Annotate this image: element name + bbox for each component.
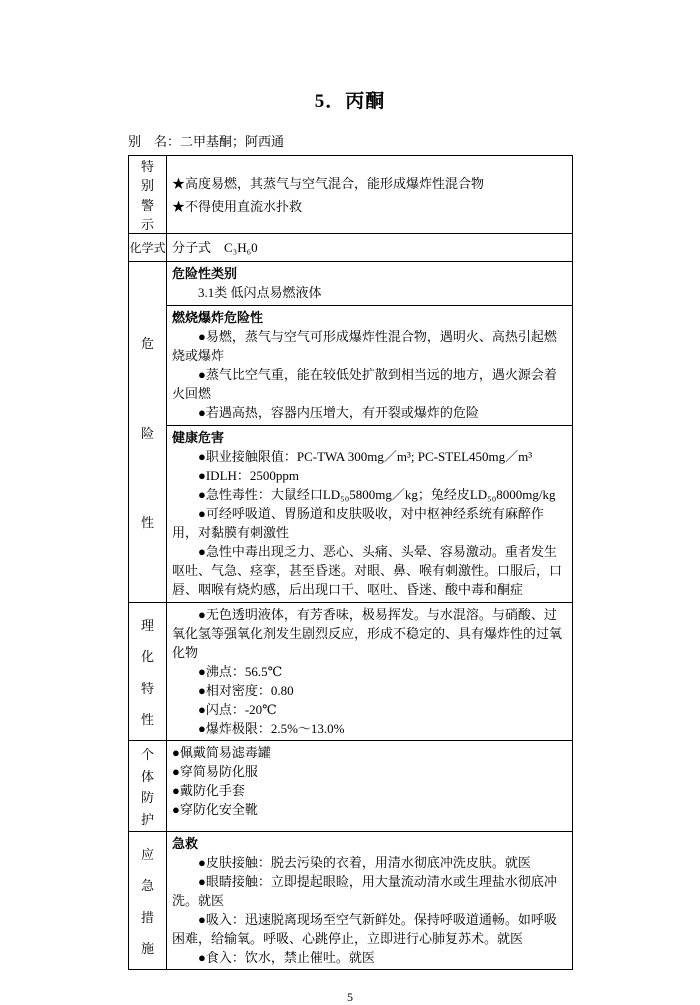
page-number: 5 [347,990,353,1004]
row-label-emergency-measures: 应 急 措 施 [129,832,167,969]
protection-bullet: ●穿防化安全靴 [172,802,258,817]
hazard-fire-bullet: ●蒸气比空气重，能在较低处扩散到相当远的地方，遇火源会着火回燃 [172,367,557,401]
row-physical-properties [129,602,572,740]
hazard-category-heading: 危险性类别 [172,266,238,281]
personal-protection-content [167,741,572,831]
row-label-hazard: 危 险 性 [129,262,167,602]
hazard-content [167,262,572,602]
physical-bullet: ●爆炸极限：2.5%～13.0% [198,721,345,736]
physical-properties-content [167,603,572,740]
hazard-health-section [167,425,572,602]
first-aid-bullet: ●眼睛接触：立即提起眼睑，用大量流动清水或生理盐水彻底冲洗。就医 [172,874,557,908]
safety-data-table [128,155,573,970]
hazard-category-value: 3.1类 低闪点易燃液体 [198,285,322,300]
row-emergency-measures [129,831,572,969]
warning-line: ★不得使用直流水扑救 [172,198,303,214]
molecular-formula: 分子式 C₃H₆0 [172,240,258,255]
special-warning-content [167,156,572,233]
emergency-measures-content [167,832,572,969]
hazard-fire-bullet: ●易燃，蒸气与空气可形成爆炸性混合物，遇明火、高热引起燃烧或爆炸 [172,329,557,363]
protection-bullet: ●穿简易防化服 [172,764,258,779]
row-label-special-warning: 特 别 警 示 [129,156,167,233]
warning-line: ★高度易燃，其蒸气与空气混合，能形成爆炸性混合物 [172,175,485,191]
row-hazard [129,261,572,602]
row-label-personal-protection: 个 体 防 护 [129,741,167,831]
hazard-health-bullet: ●急性毒性：大鼠经口LD₅₀5800mg／kg；兔经皮LD₅₀8000mg/kg [198,487,556,502]
hazard-fire-section [167,305,572,425]
row-special-warning [129,156,572,233]
hazard-fire-heading: 燃烧爆炸危险性 [172,310,264,325]
hazard-fire-bullet: ●若遇高热，容器内压增大，有开裂或爆炸的危险 [198,405,479,420]
hazard-health-bullet: ●职业接触限值：PC-TWA 300mg／m³; PC-STEL450mg／m³ [198,449,533,464]
first-aid-bullet: ●吸入：迅速脱离现场至空气新鲜处。保持呼吸道通畅。如呼吸困难，给输氧。呼吸、心跳停止，立即进行心肺复苏术。就医 [172,912,557,946]
row-label-physical-properties: 理 化 特 性 [129,603,167,740]
hazard-health-bullet: ●可经呼吸道、胃肠道和皮肤吸收，对中枢神经系统有麻醉作用，对黏膜有刺激性 [172,506,544,540]
first-aid-heading: 急救 [172,836,199,851]
physical-bullet: ●闪点：-20℃ [198,702,277,717]
hazard-health-heading: 健康危害 [172,430,225,445]
physical-bullet: ●无色透明液体，有芳香味，极易挥发。与水混溶。与硝酸、过氧化氢等强氧化剂发生剧烈反应，形成不稳定的、具有爆炸性的过氧化物 [172,607,563,660]
alias-line: 别 名：二甲基酮；阿西通 [128,134,285,149]
hazard-health-bullet: ●IDLH：2500ppm [198,468,300,483]
row-personal-protection [129,740,572,831]
physical-bullet: ●沸点：56.5℃ [198,664,283,679]
first-aid-bullet: ●皮肤接触：脱去污染的衣着，用清水彻底冲洗皮肤。就医 [198,855,531,870]
protection-bullet: ●戴防化手套 [172,783,245,798]
page-title: 5．丙酮 [314,91,386,112]
first-aid-bullet: ●食入：饮水，禁止催吐。就医 [198,950,375,965]
protection-bullet: ●佩戴简易滤毒罐 [172,745,271,760]
row-label-formula: 化学式 [129,234,167,261]
hazard-health-bullet: ●急性中毒出现乏力、恶心、头痛、头晕、容易激动。重者发生呕吐、气急、痉挛，甚至昏迷。对眼、鼻、喉有刺激性。口服后，口唇、咽喉有烧灼感，后出现口干、呕吐、昏迷、酸中毒和酮症 [172,544,563,597]
physical-bullet: ●相对密度：0.80 [198,683,294,698]
row-formula [129,233,572,261]
hazard-category-section [167,262,572,305]
formula-content [167,234,572,261]
